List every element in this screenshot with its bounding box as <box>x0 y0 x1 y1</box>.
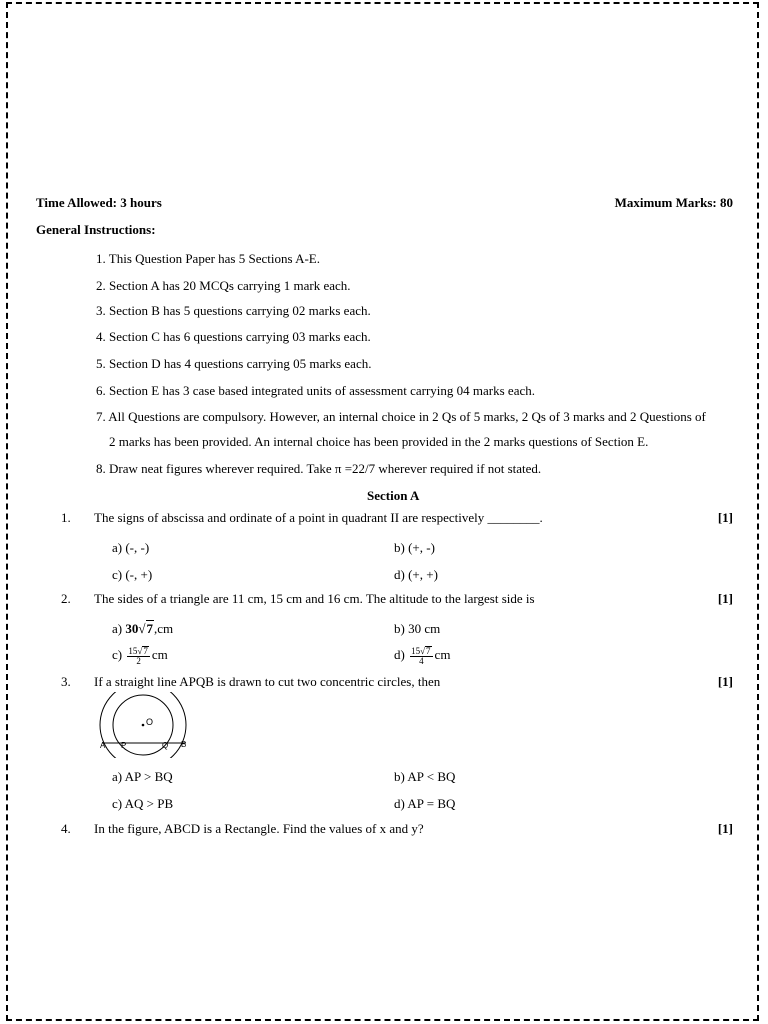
maximum-marks: Maximum Marks: 80 <box>614 195 733 210</box>
option-b: b) (+, -) <box>394 540 435 555</box>
option-a: a) (-, -) <box>112 540 150 555</box>
option-d: d) AP = BQ <box>394 796 456 811</box>
question-number: 1. <box>61 510 71 525</box>
option-c-fraction: $\frac{15√7}{2}$ <box>128 646 148 666</box>
option-b: b) 30 cm <box>394 621 441 636</box>
label-q: Q <box>162 741 169 750</box>
question-text: The signs of abscissa and ordinate of a point in quadrant II are respectively ________. <box>94 510 543 525</box>
option-c-denominator: 2 <box>136 656 141 666</box>
option-a: a) AP > BQ <box>112 769 173 784</box>
option-c-num-radicand: 7 <box>143 646 148 656</box>
option-d-fraction: $\frac{15√7}{4}$ <box>411 646 431 666</box>
question-text: If a straight line APQB is drawn to cut two concentric circles, then <box>94 674 441 689</box>
sqrt-symbol: √ <box>138 621 146 636</box>
label-o: O <box>146 717 154 727</box>
label-a: A <box>100 741 106 750</box>
instruction-item: 7. All Questions are compulsory. However, an internal choice in 2 Qs of 5 marks, 2 Qs of 3 marks and 2 Questions of <box>96 409 706 424</box>
instruction-item: 4. Section C has 6 questions carrying 03 marks each. <box>96 329 371 344</box>
option-d-num-radicand: 7 <box>426 646 431 656</box>
option-a-suffix: ,cm <box>154 621 174 636</box>
instruction-item: 3. Section B has 5 questions carrying 02 marks each. <box>96 303 371 318</box>
option-b: b) AP < BQ <box>394 769 456 784</box>
question-text: The sides of a triangle are 11 cm, 15 cm and 16 cm. The altitude to the largest side is <box>94 591 535 606</box>
question-text: In the figure, ABCD is a Rectangle. Find the values of x and y? <box>94 821 424 836</box>
option-a-coef: 30 <box>125 621 139 636</box>
option-c: c) AQ > PB <box>112 796 174 811</box>
question-number: 4. <box>61 821 71 836</box>
option-c-prefix: c) <box>112 646 126 662</box>
question-marks: [1] <box>717 510 733 525</box>
instruction-item: 8. Draw neat figures wherever required. Take π =22/7 wherever required if not stated. <box>96 461 542 476</box>
option-a <box>112 620 173 637</box>
option-a-prefix: a) <box>112 621 126 636</box>
question-marks: [1] <box>717 591 733 606</box>
instruction-item: 2. Section A has 20 MCQs carrying 1 mark each. <box>96 278 351 293</box>
option-d <box>394 646 450 666</box>
option-c-suffix: cm <box>151 646 168 662</box>
time-allowed: Time Allowed: 3 hours <box>36 195 162 210</box>
question-marks: [1] <box>717 821 733 836</box>
option-c: c) (-, +) <box>112 567 153 582</box>
option-d-num-coef: 15 <box>411 646 421 656</box>
option-c-num-coef: 15 <box>128 646 138 656</box>
section-title: Section A <box>367 488 420 503</box>
option-d-prefix: d) <box>394 646 409 662</box>
instruction-item: 6. Section E has 3 case based integrated units of assessment carrying 04 marks each. <box>96 383 535 398</box>
center-point <box>142 724 145 727</box>
question-number: 2. <box>61 591 71 606</box>
concentric-circles-figure <box>96 692 196 758</box>
general-instructions-heading: General Instructions: <box>36 222 156 237</box>
option-d-suffix: cm <box>434 646 451 662</box>
option-d: d) (+, +) <box>394 567 438 582</box>
option-c <box>112 646 168 666</box>
question-marks: [1] <box>717 674 733 689</box>
instruction-item: 1. This Question Paper has 5 Sections A-E. <box>96 251 320 266</box>
option-a-radicand: 7 <box>146 621 153 636</box>
instruction-item: 5. Section D has 4 questions carrying 05 marks each. <box>96 356 372 371</box>
option-d-denominator: 4 <box>419 656 424 666</box>
question-number: 3. <box>61 674 71 689</box>
label-b: B <box>181 740 187 749</box>
instruction-item-continued: 2 marks has been provided. An internal choice has been provided in the 2 marks questions of Section E. <box>109 434 649 449</box>
label-p: P <box>121 741 127 750</box>
